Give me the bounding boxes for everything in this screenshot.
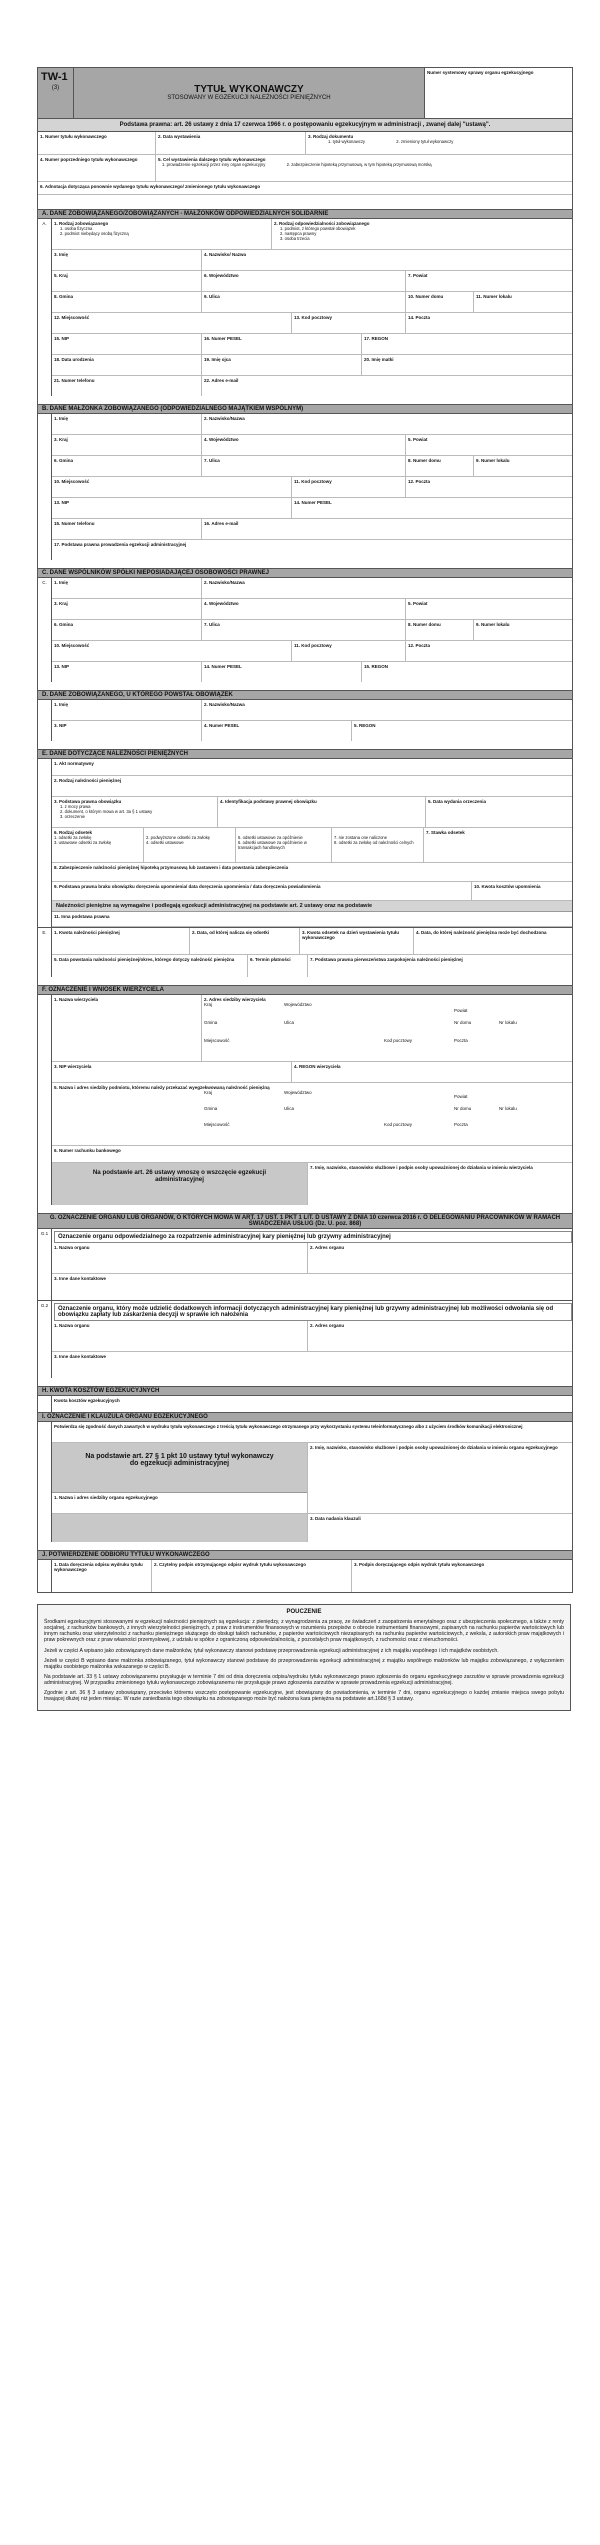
clause-date-field[interactable]: 3. Data nadania klauzuli [310,1516,361,1521]
b-last-name-field[interactable]: 2. Nazwisko/Nazwa [204,416,245,421]
creditor-regon-field[interactable]: 4. REGON wierzyciela [294,1064,341,1069]
interest-option-3[interactable]: 3. ustawowe odsetki za zwłokę [54,840,112,845]
top-row-3 [38,182,572,195]
title-number-field[interactable]: 1. Numer tytułu wykonawczego [38,132,156,154]
interest-option-7[interactable]: 7. nie zostana one naliczone [334,835,388,840]
spacer [38,195,572,209]
purpose-field[interactable] [156,155,572,181]
a-city-field[interactable]: 12. Miejscowość [52,313,292,333]
section-g2 [38,1300,572,1378]
c-first-name-field[interactable]: 1. Imię [52,578,202,598]
section-b-title: B. DANE MAŁŻONKA ZOBOWIĄZANEGO (ODPOWIEDZIALNEGO MAJĄTKIEM WSPÓLNYM) [38,404,572,414]
document-type-option-1[interactable]: 1. tytuł wykonawczy [328,139,366,144]
section-j [38,1560,572,1592]
section-e-title: E. DANE DOTYCZĄCE NALEŻNOŚCI PIENIĘŻNYCH [38,749,572,759]
b-pesel-field[interactable]: 14. Numer PESEL [294,500,332,505]
payment-term-field[interactable]: 6. Termin płatności [248,955,308,977]
interest-option-6[interactable]: 6. odsetki ustawowe za opóźnienie w transakcjach handlowych [238,840,307,850]
section-e-receivables [38,927,572,977]
case-id-field[interactable] [424,68,572,118]
g1-contact-field[interactable]: 3. Inne dane kontaktowe [54,1276,107,1281]
c-regon-field[interactable]: 15. REGON [364,664,389,669]
section-a [38,219,572,396]
c-flat-number-field[interactable]: 9. Numer lokalu [476,622,510,627]
b-county-field[interactable]: 5. Powiat [408,437,428,442]
document-type-label: 3. Rodzaj dokumentu [308,134,354,139]
b-house-number-field[interactable]: 8. Numer domu [406,456,474,476]
enforcement-request: Na podstawie art. 26 ustawy wnoszę o wszczęcie egzekucji administracyjnej [52,1163,308,1205]
a-mother-name-field[interactable]: 20. Imię matki [364,357,394,362]
addr-municipality-label: Gmina [204,1020,218,1025]
section-g1-side: G.1 [38,1229,52,1300]
instructions-box [37,1604,571,1711]
a-phone-field[interactable]: 21. Numer telefonu [52,376,202,396]
conformity-statement: Potwierdza się zgodność danych zawartych w wydruku tytułu wykonawczego z treścią tytułu wykonawczego otrzymanego przy wykorzystaniu systemu teleinformatycznego albo z użyciem środków komunikacji elektronicznej [54,1424,523,1429]
spacer [38,1378,572,1386]
section-j-title: J. POTWIERDZENIE ODBIORU TYTUŁU WYKONAWCZEGO [38,1550,572,1560]
section-c [38,578,572,682]
section-c-side: C. [38,578,52,682]
obligor-type-option-1[interactable]: 1. osoba fizyczna [60,226,93,231]
obligation-basis-option-2[interactable]: 2. dokument, o którym mowa w art. 3a § 1 ustawy [60,809,153,814]
recipient-entity-label: 5. Nazwa i adres siedziby podmiotu, któremu należy przekazać wyegzekwowaną należność pieniężną [54,1085,270,1090]
enforceability-statement: Należności pieniężne są wymagalne i podlegają egzekucji administracyjnej na podstawie art. 2 ustawy oraz na podstawie [52,901,572,912]
interest-amount-field[interactable]: 3. Kwota odsetek na dzień wystawienia tytułu wykonawczego [300,928,414,954]
previous-title-number-field[interactable]: 4. Numer poprzedniego tytułu wykonawczego [38,155,156,181]
c-last-name-field[interactable]: 2. Nazwisko/Nazwa [204,580,245,585]
creditor-nip-field[interactable]: 3. NIP wierzyciela [52,1062,292,1082]
section-a-side: A. [38,219,52,396]
section-b [38,414,572,560]
clause-blank [52,1514,308,1542]
interest-start-date-field[interactable]: 2. Data, od której nalicza się odsetki [190,928,300,954]
g1-heading: Oznaczenie organu odpowiedzialnego za rozpatrzenie administracyjnej kary pieniężnej lub grzywny administracyjnej [54,1231,572,1243]
a-flat-number-field[interactable]: 11. Numer lokalu [476,294,512,299]
d-last-name-field[interactable]: 2. Nazwisko/Nazwa [204,702,245,707]
form-subtitle: STOSOWANY W EGZEKUCJI NALEŻNOŚCI PIENIĘŻNYCH [167,95,331,101]
a-father-name-field[interactable]: 19. Imię ojca [202,355,362,375]
receivable-period-field[interactable]: 5. Data powstania należności pieniężnej/okres, którego dotyczy należność pieniężna [52,955,248,977]
interest-option-8[interactable]: 8. odsetki za zwłokę od należności celnych [334,840,414,845]
a-first-name-field[interactable]: 3. Imię [52,250,202,270]
bank-account-field[interactable]: 6. Numer rachunku bankowego [54,1148,121,1153]
addr2-voivodeship-label: Województwo [284,1090,312,1095]
c-postal-code-field[interactable]: 11. Kod pocztowy [292,641,406,661]
addr2-county-label: Powiat [454,1094,468,1099]
interest-option-1[interactable]: 1. odsetki za zwłokę [54,835,92,840]
b-first-name-field[interactable]: 1. Imię [52,414,202,434]
top-row-2 [38,155,572,182]
section-e [38,759,572,927]
interest-type-col-3 [236,828,332,862]
liability-type-option-1[interactable]: 1. podmiot, z którego powstał obowiązek [280,226,356,231]
section-g1 [38,1229,572,1300]
interest-type-col-4 [332,828,424,862]
c-post-office-field[interactable]: 12. Poczta [408,643,431,648]
obligor-type-option-2[interactable]: 2. podmiot niebędący osobą fizyczną [60,231,129,236]
d-pesel-field[interactable]: 4. Numer PESEL [202,721,352,741]
spacer [38,682,572,690]
b-voivodeship-field[interactable]: 4. Województwo [202,435,406,455]
section-h [38,1396,572,1412]
claim-end-date-field[interactable]: 4. Data, do której należność pieniężna może być dochodzona [416,930,547,935]
obligation-identification-field[interactable]: 4. Identyfikacja podstawy prawnej obowiązku [218,797,426,827]
c-street-field[interactable]: 7. Ulica [202,620,406,640]
instructions-paragraph-2: Jeżeli w części A wpisano jako zobowiązanych dane małżonków, tytuł wykonawczy stanowi podstawę przeprowadzenia egzekucji administracyjnej z ich majątku wspólnego i ich majątków osobistych. [44,1647,499,1654]
spacer [38,1542,572,1550]
clause-left [52,1443,308,1513]
section-i [38,1422,572,1542]
normative-act-field[interactable]: 1. Akt normatywny [54,761,94,766]
issue-date-field[interactable]: 2. Data wystawienia [156,132,306,154]
spacer [38,560,572,568]
b-flat-number-field[interactable]: 9. Numer lokalu [476,458,510,463]
purpose-label: 5. Cel wystawienia dalszego tytułu wykonawczego [158,157,266,162]
purpose-option-2[interactable]: 2. zabezpieczenie hipoteką przymusową, w tym hipoteką przymusową morską [286,162,432,167]
spacer [38,1205,572,1213]
courier-signature-field[interactable]: 3. Podpis doręczającego odpis wydruk tytułu wykonawczego [354,1562,485,1567]
interest-type-field[interactable] [52,828,144,862]
c-house-number-field[interactable]: 8. Numer domu [406,620,474,640]
section-i-title: I. OZNACZENIE I KLAUZULA ORGANU EGZEKUCYJNEGO [38,1412,572,1422]
recipient-entity-field[interactable] [52,1083,572,1145]
case-id-label: Numer systemowy sprawy organu egzekucyjnego [427,70,534,75]
obligation-basis-option-1[interactable]: 1. z mocy prawa [60,804,91,809]
purpose-option-1[interactable]: 1. prowadzenie egzekucji przez inny organ egzekucyjny [162,162,266,167]
c-pesel-field[interactable]: 14. Numer PESEL [202,662,362,682]
receivable-amount-field[interactable]: 1. Kwota należności pieniężnej [52,928,190,954]
a-pesel-field[interactable]: 16. Numer PESEL [202,334,362,354]
a-email-field[interactable]: 22. Adres e-mail [204,378,239,383]
section-e-side: E. [38,928,52,977]
recipient-signature-field[interactable]: 2. Czytelny podpis otrzymującego odpisr wydruk tytułu wykonawczego [152,1560,352,1592]
form-version: (3) [51,85,60,91]
clause-statement: Na podstawie art. 27 § 1 pkt 10 ustawy tytuł wykonawczy do egzekucji administracyjnej [52,1443,307,1493]
b-email-field[interactable]: 16. Adres e-mail [204,521,239,526]
ruling-date-field[interactable]: 5. Data wydania orzeczenia [428,799,487,804]
b-nip-field[interactable]: 13. NIP [52,498,292,518]
c-nip-field[interactable]: 13. NIP [52,662,202,682]
form-title: TYTUŁ WYKONAWCZY [194,84,304,95]
g2-organ-address-field[interactable]: 2. Adres organu [310,1323,345,1328]
a-voivodeship-field[interactable]: 6. Województwo [202,271,406,291]
spacer [38,977,572,985]
d-first-name-field[interactable]: 1. Imię [52,700,202,720]
addr-voivodeship-label: Województwo [284,1002,312,1007]
other-legal-basis-field[interactable]: 11. Inna podstawa prawna [54,914,110,919]
addr2-flat-label: Nr lokalu [499,1106,517,1111]
a-house-number-field[interactable]: 10. Numer domu [406,292,474,312]
addr-house-label: Nr domu [454,1020,472,1025]
spacer [38,396,572,404]
a-post-office-field[interactable]: 14. Poczta [408,315,431,320]
liability-type-option-3[interactable]: 3. osoba trzecia [280,236,310,241]
addr2-country-label: Kraj [204,1090,213,1095]
d-nip-field[interactable]: 3. NIP [52,721,202,741]
top-row-1 [38,132,572,155]
priority-basis-field[interactable]: 7. Podstawa prawna pierwszeństwa zaspokojenia należności pieniężnej [310,957,463,962]
addr-flat-label: Nr lokalu [499,1020,517,1025]
organ-signature-field[interactable]: 2. Imię, nazwisko, stanowisko służbowe i podpis osoby upoważnionej do działania w imieniu organu egzekucyjnego [310,1445,558,1450]
addr-county-label: Powiat [454,1008,468,1013]
obligation-basis-field[interactable] [52,797,218,827]
instructions-paragraph-3: Jeżeli w części B wpisano dane małżonka zobowiązanego, tytuł wykonawczy stanowi podstawę do przeprowadzenia egzekucji administracyjnej z majątku wspólnego małżonków lub majątku zobowiązanego, z wyłączeniem majątku osobistego małżonka wskazanego w części B. [44,1657,564,1670]
form-title-box [74,68,424,118]
interest-type-label: 6. Rodzaj odsetek [54,830,93,835]
form-code: TW-1 [41,71,68,83]
addr-street-label: Ulica [284,1020,295,1025]
obligation-basis-label: 3. Podstawa prawna obowiązku [54,799,122,804]
addr-city-label: Miejscowość [204,1038,230,1043]
addr2-house-label: Nr domu [454,1106,472,1111]
a-birth-date-field[interactable]: 18. Data urodzenia [52,355,202,375]
liability-type-field[interactable] [272,219,572,249]
a-last-name-field[interactable]: 4. Nazwisko/ Nazwa [204,252,247,257]
interest-option-4[interactable]: 4. odsetki ustawowe [146,840,184,845]
a-regon-field[interactable]: 17. REGON [364,336,389,341]
interest-rate-field[interactable]: 7. Stawka odsetek [426,830,465,835]
c-county-field[interactable]: 5. Powiat [408,601,428,606]
c-city-field[interactable]: 10. Miejscowość [52,641,292,661]
form-header [38,68,572,119]
spacer [38,741,572,749]
a-country-field[interactable]: 5. Kraj [52,271,202,291]
creditor-address-field[interactable] [202,995,572,1061]
creditor-signature-field[interactable]: 7. Imię, nazwisko, stanowisko służbowe i podpis osoby upoważnionej do działania w imieniu wierzyciela [310,1165,533,1170]
b-municipality-field[interactable]: 6. Gmina [52,456,202,476]
g2-organ-name-field[interactable]: 1. Nazwa organu [52,1321,308,1351]
liability-type-option-2[interactable]: 2. następca prawny [280,231,317,236]
document-type-field[interactable] [306,132,572,154]
reminder-cost-field[interactable]: 10. Kwota kosztów upomnienia [474,884,541,889]
obligation-basis-option-3[interactable]: 3. orzeczenie [60,814,85,819]
a-county-field[interactable]: 7. Powiat [408,273,428,278]
g1-organ-name-field[interactable]: 1. Nazwa organu [52,1243,308,1273]
section-d-title: D. DANE ZOBOWIĄZANEGO, U KTÓREGO POWSTAŁ OBOWIĄZEK [38,690,572,700]
interest-option-5[interactable]: 5. odsetki ustawowe za opóźnienie [238,835,303,840]
section-h-title: H. KWOTA KOSZTÓW EGZEKUCYJNYCH [38,1386,572,1396]
b-post-office-field[interactable]: 12. Poczta [408,479,431,484]
section-g-title: G. OZNACZENIE ORGANU LUB ORGANÓW, O KTÓRYCH MOWA W ART. 17 UST. 1 PKT 1 LIT. D USTAWY Z DNIA 10 czerwca 2016 r. O DELEGOWANIU PRACOWNIKÓW W RAMACH ŚWIADCZENIA USŁUG (Dz. U. poz. 868) [38,1213,572,1229]
legal-basis: Podstawa prawna: art. 26 ustawy z dnia 17 czerwca 1966 r. o postępowaniu egzekucyjnym w administracji , zwanej dalej "ustawą". [38,119,572,132]
section-f [38,995,572,1205]
interest-type-col-2 [144,828,236,862]
creditor-name-field[interactable]: 1. Nazwa wierzyciela [52,995,202,1061]
instructions-paragraph-4: Na podstawie art. 33 § 1 ustawy zobowiązanemu przysługuje w terminie 7 dni od dnia doręczenia odpisu/wydruku tytułu wykonawczego prawo zgłoszenia do organu egzekucyjnego zarzutów w sprawie prowadzenia egzekucji administracyjnej. W przypadku zmienionego tytułu wykonawczego zobowiązanemu nie przysługuje prawo zgłoszenia zarzutów w sprawie prowadzenia egzekucji administracyjnej. [44,1673,564,1686]
c-municipality-field[interactable]: 6. Gmina [52,620,202,640]
addr-country-label: Kraj [204,1002,213,1007]
b-phone-field[interactable]: 15. Numer telefonu [52,519,202,539]
b-city-field[interactable]: 10. Miejscowość [52,477,292,497]
section-d [38,700,572,741]
section-a-title: A. DANE ZOBOWIĄZANEGO/ZOBOWIĄZANYCH - MAŁŻONKÓW ODPOWIEDZIALNYCH SOLIDARNIE [38,209,572,219]
addr2-municipality-label: Gmina [204,1106,218,1111]
instructions-paragraph-1: Środkami egzekucyjnymi stosowanymi w egzekucji należności pieniężnych są egzekucja: z pieniędzy, z wynagrodzenia za pracę, ze świadczeń z zaopatrzenia emerytalnego oraz z ubezpieczenia społecznego, a także z renty socjalnej, z rachunków bankowych, z innych wierzytelności pieniężnych, z praw z instrumentów finansowych w rozumieniu przepisów o obrocie instrumentami finansowymi, zapisanych na rachunku papierów wartościowych lub innym rachunku oraz wierzytelności z rachunku pieniężnego służącego do obsługi takich rachunków, z papierów wartościowych niezapisanych na rachunku papierów wartościowych, z weksla, z autorskich praw majątkowych i praw pokrewnych oraz z praw własności przemysłowej, z udziału w spółce z ograniczoną odpowiedzialnością, z pozostałych praw majątkowych, z ruchomości oraz z nieruchomości. [44,1619,564,1644]
a-nip-field[interactable]: 15. NIP [52,334,202,354]
enforcement-organ-field[interactable]: 1. Nazwa i adres siedziby organu egzekucyjnego [54,1495,158,1500]
d-regon-field[interactable]: 5. REGON [354,723,376,728]
a-municipality-field[interactable]: 8. Gmina [52,292,202,312]
delivery-date-field[interactable]: 1. Data doręczenia odpisu wydruku tytułu wykonawczego [52,1560,152,1592]
form-document [37,67,573,1593]
reminder-delivery-field[interactable]: 9. Podstawa prawna braku obowiązku doręczenia upomnienia/ data doręczenia upomnienia / data doręczenia powiadomienia [52,882,472,900]
instructions-paragraph-5: Zgodnie z art. 36 § 3 ustawy zobowiązany, przeciwko któremu wszczęto postępowanie egzekucyjne, jest obowiązany do powiadomienia, w terminie 7 dni, organu egzekucyjnego o każdej zmianie miejsca swego pobytu trwającej dłużej niż jeden miesiąc. W razie zaniedbania tego obowiązku na zobowiązanego może być nałożona kara pieniężna na podstawie art.168d § 3 ustawy. [44,1690,564,1703]
annotation-field[interactable]: 6. Adnotacja dotycząca ponownie wydanego tytułu wykonawczego/ zmienionego tytułu wykonawczego [40,184,261,189]
g2-contact-field[interactable]: 3. Inne dane kontaktowe [54,1354,107,1359]
section-f-title: F. OZNACZENIE I WNIOSEK WIERZYCIELA [38,985,572,995]
document-type-option-2[interactable]: 2. zmieniony tytuł wykonawczy [396,139,454,144]
b-country-field[interactable]: 3. Kraj [52,435,202,455]
g1-organ-address-field[interactable]: 2. Adres organu [310,1245,345,1250]
enforcement-costs-field[interactable]: Kwota kosztów egzekucyjnych [54,1398,120,1403]
section-g2-side: G.2 [38,1301,52,1378]
addr-post-office-label: Poczta [454,1038,468,1043]
g2-heading: Oznaczenie organu, który może udzielić dodatkowych informacji dotyczących administracyjnej kary pieniężnej lub grzywny administracyjnej lub możliwości odwołania się od obowiązku zapłaty lub zaskarżenia decyzji w sprawie ich nałożenia [54,1303,572,1321]
addr2-city-label: Miejscowość [204,1122,230,1127]
section-c-title: C. DANE WSPÓLNIKÓW SPÓŁKI NIEPOSIADAJĄCEJ OSOBOWOŚCI PRAWNEJ [38,568,572,578]
form-code-box [38,68,74,118]
addr-postal-label: Kod pocztowy [384,1038,413,1043]
c-voivodeship-field[interactable]: 4. Województwo [202,599,406,619]
a-street-field[interactable]: 9. Ulica [202,292,406,312]
receivable-type-field[interactable]: 2. Rodzaj należności pieniężnej [54,778,122,783]
creditor-address-label: 2. Adres siedziby wierzyciela [204,997,266,1002]
b-postal-code-field[interactable]: 11. Kod pocztowy [292,477,406,497]
obligor-type-label: 1. Rodzaj zobowiązanego [54,221,109,226]
liability-type-label: 2. Rodzaj odpowiedzialności zobowiązanego [274,221,370,226]
addr2-post-office-label: Poczta [454,1122,468,1127]
b-street-field[interactable]: 7. Ulica [202,456,406,476]
b-legal-basis-field[interactable]: 17. Podstawa prawna prowadzenia egzekucji administracyjnej [54,542,187,547]
addr2-postal-label: Kod pocztowy [384,1122,413,1127]
addr2-street-label: Ulica [284,1106,295,1111]
mortgage-security-field[interactable]: 8. Zabezpieczenie należności pieniężnej hipoteką przymusową lub zastawem i data powstania zabezpieczenia [54,865,289,870]
interest-option-2[interactable]: 2. podwyższone odsetki za zwłokę [146,835,211,840]
a-postal-code-field[interactable]: 13. Kod pocztowy [292,313,406,333]
instructions-title: POUCZENIE [286,1609,322,1615]
c-country-field[interactable]: 3. Kraj [52,599,202,619]
obligor-type-field[interactable] [52,219,272,249]
